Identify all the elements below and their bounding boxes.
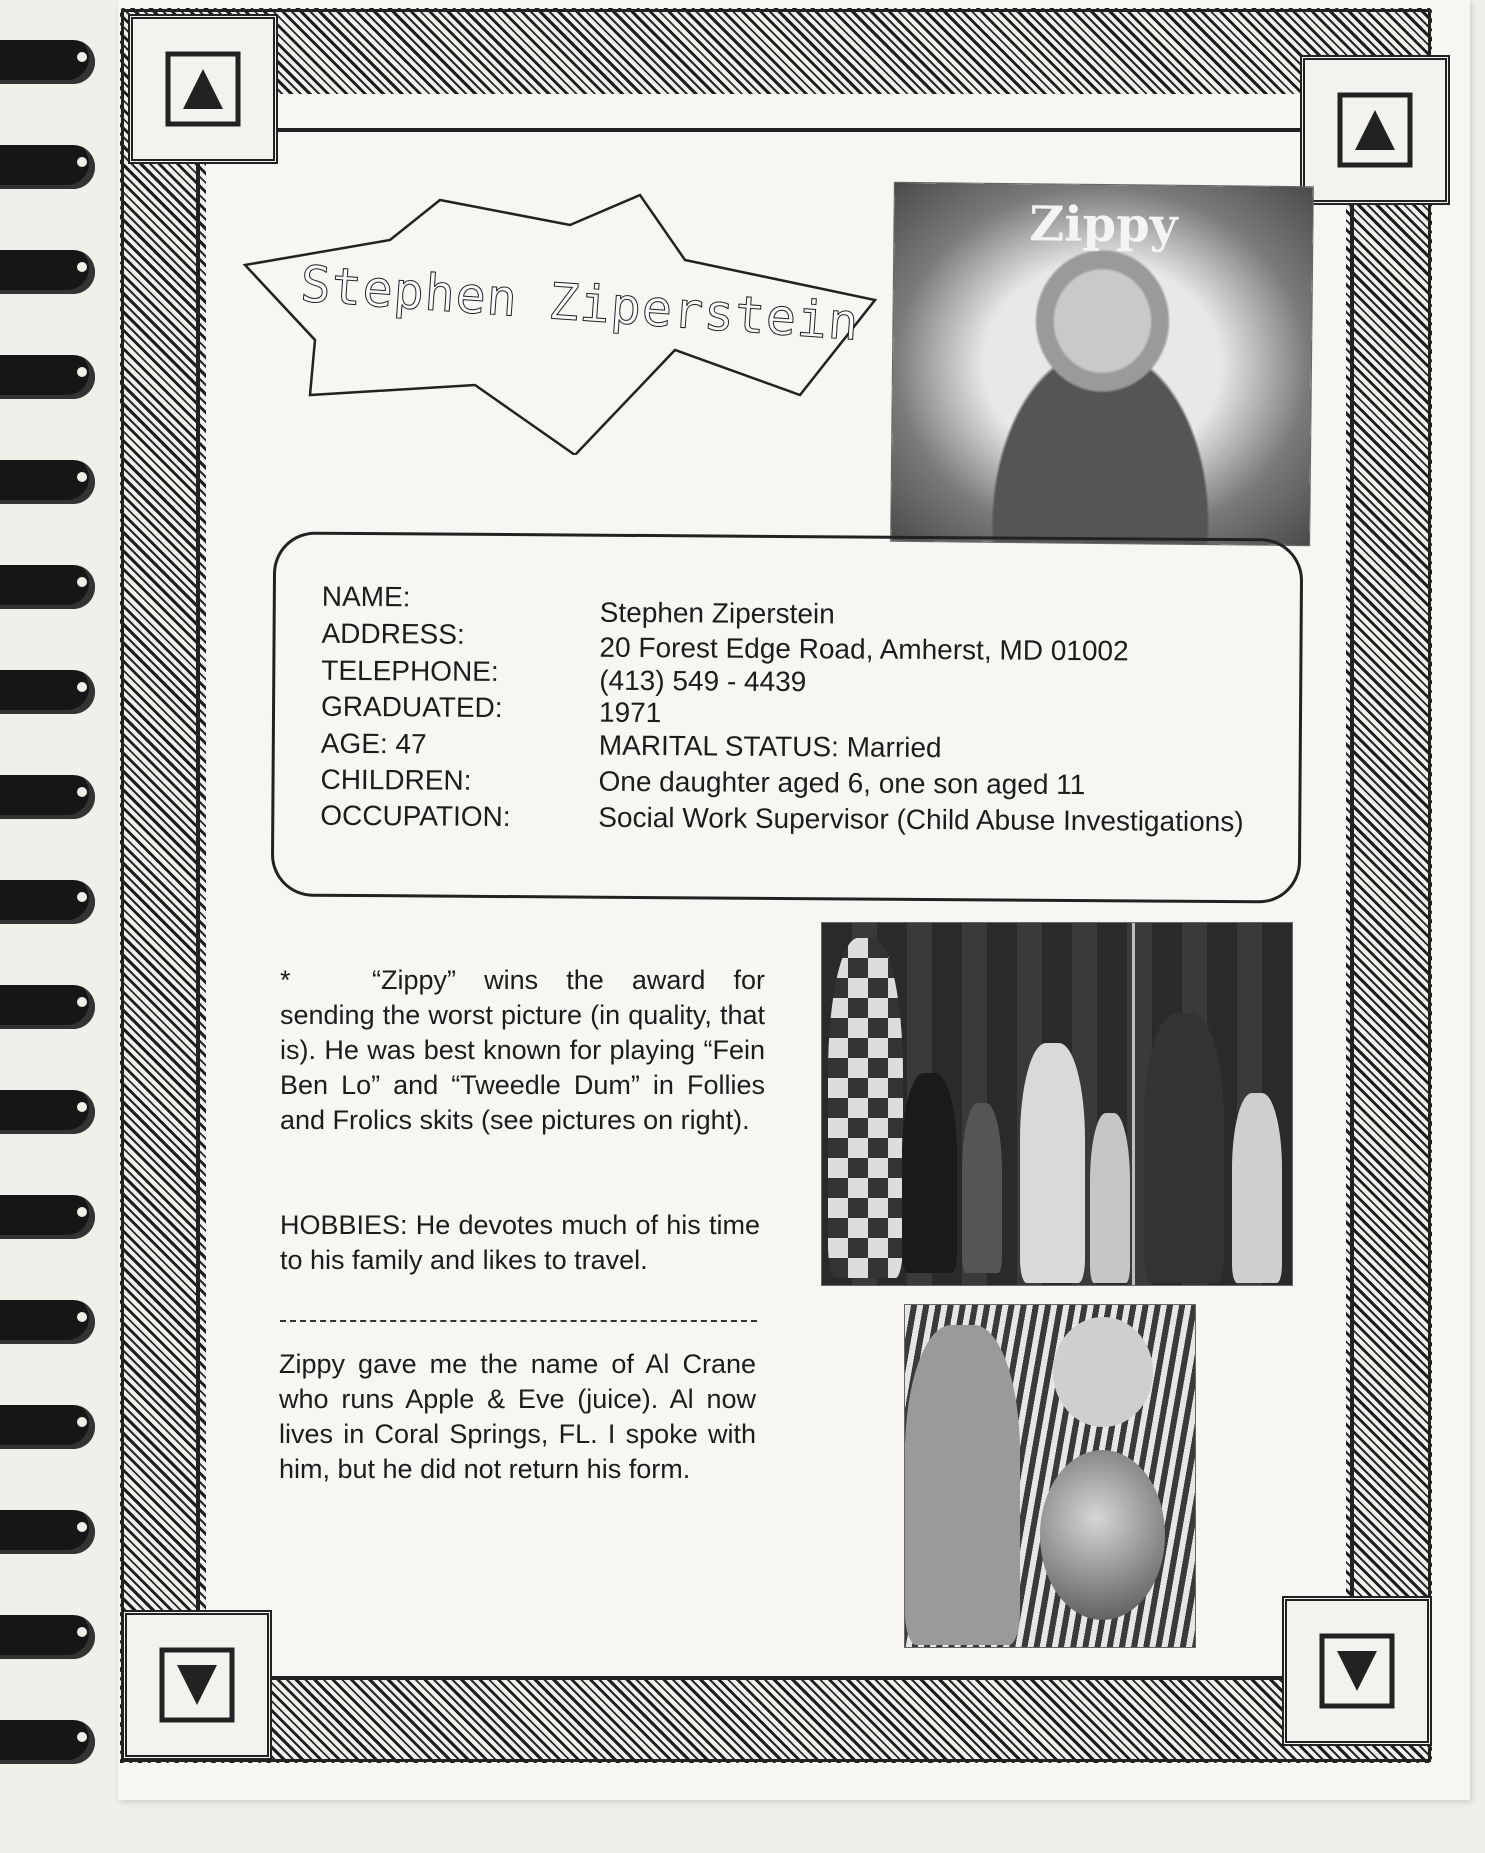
info-label: NAME:	[321, 580, 411, 613]
binding-ring	[0, 1300, 95, 1344]
info-value: Stephen Ziperstein	[599, 596, 835, 630]
binding-ring	[0, 250, 95, 294]
binding-ring	[0, 775, 95, 819]
performer-figure	[905, 1325, 1020, 1645]
award-text: “Zippy” wins the award for sending the worst picture (in quality, that is). He was best known for playing “Fein Ben Lo” and “Tweedle Dum” in Follies and Frolics skits (see pictures on right).	[280, 965, 765, 1135]
info-value: 20 Forest Edge Road, Amherst, MD 01002	[599, 631, 1129, 667]
performer-figure	[1090, 1113, 1130, 1283]
name-banner	[240, 185, 880, 455]
performer-figure	[962, 1103, 1002, 1273]
round-belly-costume	[1040, 1450, 1165, 1620]
corner-ornament-top-left	[128, 14, 278, 164]
corner-ornament-bottom-right	[1282, 1596, 1432, 1746]
award-paragraph	[280, 963, 765, 1138]
binding-ring	[0, 40, 95, 84]
binding-ring	[0, 1195, 95, 1239]
corner-ornament-top-right	[1300, 55, 1450, 205]
info-label: GRADUATED:	[320, 690, 503, 724]
binding-ring	[0, 985, 95, 1029]
spiral-binding	[0, 0, 120, 1853]
binding-ring	[0, 1090, 95, 1134]
corner-ornament-bottom-left	[122, 1610, 272, 1760]
contact-paragraph: Zippy gave me the name of Al Crane who runs Apple & Eve (juice). Al now lives in Coral Springs, FL. I spoke with him, but he did not return his form.	[279, 1349, 756, 1484]
dashed-divider	[280, 1320, 757, 1322]
binding-ring	[0, 1615, 95, 1659]
asterisk-marker: *	[280, 965, 291, 995]
info-value: 1971	[598, 696, 662, 729]
hobbies-paragraph: HOBBIES: He devotes much of his time to his family and likes to travel.	[280, 1210, 760, 1275]
info-value: Social Work Supervisor (Child Abuse Investigations)	[598, 801, 1244, 838]
binding-ring	[0, 1720, 95, 1764]
binding-ring	[0, 145, 95, 189]
info-value: MARITAL STATUS: Married	[598, 729, 942, 764]
binding-ring	[0, 880, 95, 924]
performer-figure	[902, 1073, 957, 1273]
info-label: TELEPHONE:	[321, 654, 499, 687]
portrait-photo	[891, 183, 1313, 545]
binding-ring	[0, 355, 95, 399]
portrait-caption: Zippy	[1029, 196, 1178, 254]
performer-figure	[1020, 1043, 1085, 1283]
info-label: OCCUPATION:	[320, 799, 511, 833]
stage-photo	[822, 923, 1292, 1285]
info-value: (413) 549 - 4439	[599, 664, 807, 698]
binding-ring	[0, 670, 95, 714]
info-label: AGE: 47	[320, 727, 427, 760]
info-value: One daughter aged 6, one son aged 11	[598, 765, 1086, 801]
performer-figure	[1144, 1013, 1224, 1283]
costumed-figure	[828, 938, 903, 1278]
banner-name: Stephen Ziperstein	[298, 254, 862, 352]
binding-ring	[0, 460, 95, 504]
performer-face	[1053, 1317, 1153, 1427]
info-box	[271, 531, 1304, 903]
costume-photo	[905, 1305, 1195, 1647]
info-label: ADDRESS:	[321, 617, 465, 650]
binding-ring	[0, 1405, 95, 1449]
info-label: CHILDREN:	[320, 763, 472, 796]
performer-figure	[1232, 1093, 1282, 1283]
binding-ring	[0, 565, 95, 609]
binding-ring	[0, 1510, 95, 1554]
